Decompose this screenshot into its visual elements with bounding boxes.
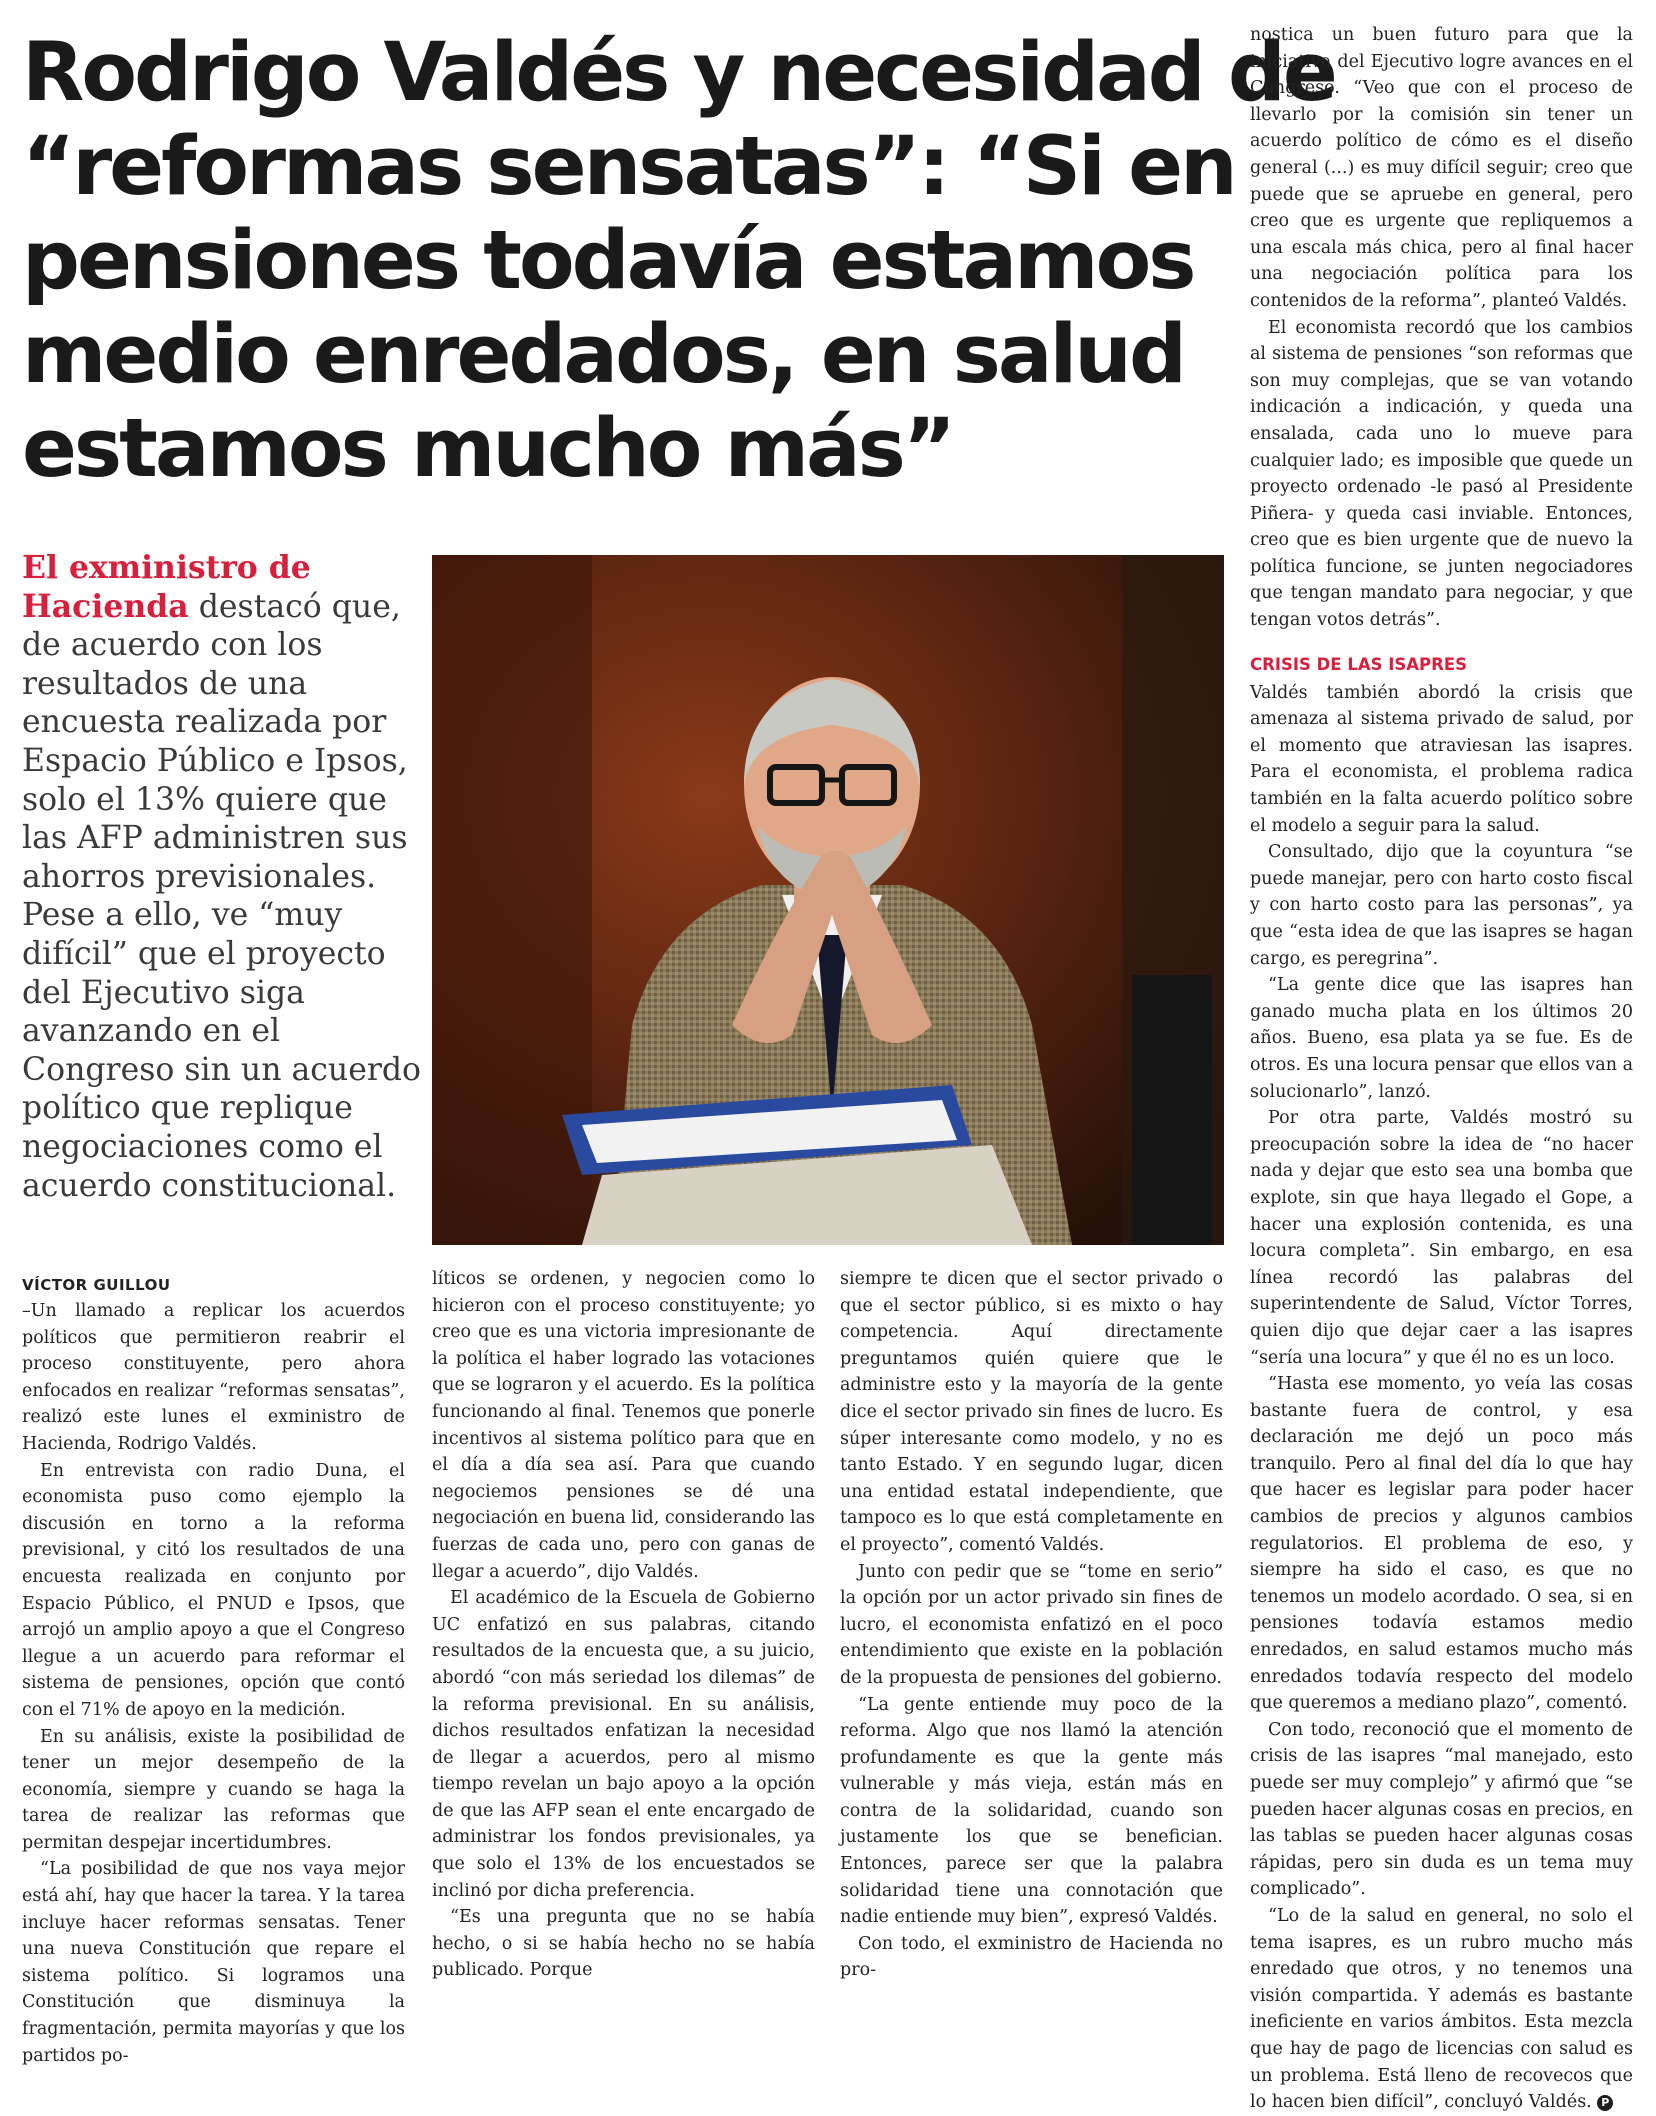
body-paragraph: El académico de la Escuela de Gobierno UC enfatizó en sus palabras, citando resultados de la encuesta que, a su juicio, abordó “con más seriedad los dilemas” de la reforma previsional. En su análisis, dichos resultados enfatizan la necesidad de llegar a acuerdos, pero al mismo tiempo revelan un bajo apoyo a la opción de que las AFP sean el ente encargado de administrar los fondos previsionales, ya que solo el 13% de los encuestados se inclinó por dicha preferencia. [432, 1588, 815, 1901]
portrait-photo [432, 555, 1224, 1245]
body-paragraph: “La posibilidad de que nos vaya mejor está ahí, hay que hacer la tarea. Y la tarea incluye hacer reformas sensatas. Tener una nueva Constitución que repare el sistema político. Si logramos una Constitución que disminuya la fragmentación, permita mayorías y que los partidos po- [22, 1859, 405, 2066]
lead-highlight: Hacienda [22, 587, 189, 625]
body-paragraph: líticos se ordenen, y negocien como lo hicieron con el proceso constituyente; yo creo que es una victoria impresionante de la política el haber logrado las votaciones que se lograron y el acuerdo. Es la política funcionando al final. Tenemos que ponerle incentivos al sistema político para que en el día a día sea así. Para que cuando negociemos pensiones se dé una negociación en buena lid, considerando las fuerzas de cada uno, pero con ganas de llegar a acuerdo”, dijo Valdés. [432, 1269, 815, 1582]
body-paragraph: “Hasta ese momento, yo veía las cosas bastante fuera de control, y esa declaración me dejó un poco más tranquilo. Pero al final del día lo que hay que hacer es legislar para poder hacer cambios de precios y algunos cambios regulatorios. El problema de eso, y siempre ha sido el caso, es que no tenemos un modelo acordado. O sea, si en pensiones todavía estamos medio enredados, en salud estamos mucho más enredados todavía respecto del modelo que queremos a mediano plazo”, comentó. [1250, 1374, 1633, 1714]
body-paragraph: En su análisis, existe la posibilidad de tener un mejor desempeño de la economía, siempre y cuando se haga la tarea de realizar las reformas que permitan despejar incertidumbres. [22, 1726, 405, 1853]
body-paragraph: Con todo, el exministro de Hacienda no pro- [840, 1933, 1223, 1981]
byline: VÍCTOR GUILLOU [22, 1276, 171, 1294]
body-column-2 [432, 1266, 815, 1984]
headline-line: medio enredados, en salud [22, 308, 1184, 402]
body-column-1 [22, 1272, 405, 2069]
lead-line: del Ejecutivo siga [22, 974, 305, 1011]
body-column-3 [840, 1266, 1223, 1984]
lead-line: político que replique [22, 1090, 353, 1127]
body-paragraph: –Un llamado a replicar los acuerdos políticos que permitieron reabrir el proceso constituyente, pero ahora enfocados en realizar “reformas sensatas”, realizó este lunes el exministro de Hacienda, Rodrigo Valdés. [22, 1301, 405, 1454]
body-paragraph: “La gente entiende muy poco de la reforma. Algo que nos llamó la atención profundamente es que la gente más vulnerable y más vieja, están más en contra de la solidaridad, cuando son justamente los que se benefician. Entonces, parece ser que la palabra solidaridad tiene una connotación que nadie entiende muy bien”, expresó Valdés. [840, 1694, 1223, 1928]
body-paragraph [1250, 1903, 1633, 2116]
lead-paragraph [22, 549, 422, 1205]
body-paragraph: Junto con pedir que se “tome en serio” la opción por un actor privado sin fines de lucro, el economista enfatizó en el poco entendimiento que existe en la población de la propuesta de pensiones del gobierno. [840, 1561, 1223, 1688]
lead-line: resultados de una [22, 665, 308, 702]
lead-line: avanzando en el [22, 1013, 281, 1050]
lead-line: negociaciones como el [22, 1128, 383, 1165]
lead-line: Congreso sin un acuerdo [22, 1051, 422, 1088]
headline-line: estamos mucho más” [22, 402, 954, 496]
body-paragraph: “Es una pregunta que no se había hecho, o si se había hecho no se había publicado. Porque [432, 1907, 815, 1981]
body-paragraph: “La gente dice que las isapres han ganado mucha plata en los últimos 20 años. Bueno, esa plata ya se fue. Es de otros. Es una locura pensar que ellos van a solucionarlo”, lanzó. [1250, 975, 1633, 1102]
body-paragraph: Con todo, reconoció que el momento de crisis de las isapres “mal manejado, esto puede ser muy complejo” y afirmó que “se pueden hacer algunas cosas en precios, en las tablas se pueden hacer algunas cosas rápidas, pero sin duda es un tema muy complicado”. [1250, 1719, 1633, 1900]
portrait-illustration [432, 555, 1224, 1245]
lead-line: acuerdo constitucional. [22, 1167, 397, 1204]
lead-highlight: El exministro de [22, 549, 311, 586]
body-paragraph: Valdés también abordó la crisis que amenaza al sistema privado de salud, por el momento que atraviesan las isapres. Para el economista, el problema radica también en la falta acuerdo político sobre el modelo a seguir para la salud. [1250, 682, 1633, 836]
body-paragraph: Consultado, dijo que la coyuntura “se puede manejar, pero con harto costo fiscal y con harto costo para las personas”, ya que “esta idea de que las isapres se hagan cargo, es peregrina”. [1250, 842, 1633, 969]
lead-line-text: destacó que, [198, 588, 401, 625]
lead-line: Espacio Público e Ipsos, [22, 742, 408, 779]
lead-line: de acuerdo con los [22, 627, 323, 664]
body-paragraph: nostica un buen futuro para que la iniciativa del Ejecutivo logre avances en el Congreso. “Veo que con el proceso de llevarlo por la comisión sin tener un acuerdo político de cómo es el diseño general (...) es muy difícil seguir; creo que puede que se apruebe en general, pero creo que es urgente que repliquemos a una escala más chica, pero al final hacer una negociación política para los contenidos de la reforma”, planteó Valdés. [1250, 25, 1633, 311]
last-paragraph-text: “Lo de la salud en general, no solo el tema isapres, es un rubro mucho más enredado que otros, y no tenemos una visión compartida. Y además es bastante ineficiente en varios ámbitos. Esta mezcla que hay de pago de licencias con salud es un problema. Está lleno de recovecos que lo hacen bien difícil”, concluyó Valdés. [1250, 1905, 1633, 2113]
section-subhead: CRISIS DE LAS ISAPRES [1250, 654, 1467, 674]
lead-line [22, 588, 422, 627]
lead-line: las AFP administren sus [22, 820, 408, 857]
lead-line: solo el 13% quiere que [22, 781, 387, 818]
lead-line: Pese a ello, ve “muy [22, 897, 343, 934]
headline [22, 26, 1335, 496]
lead-line: difícil” que el proyecto [22, 935, 386, 972]
headline-line: pensiones todavía estamos [22, 214, 1194, 308]
body-column-4 [1250, 22, 1633, 2116]
lead-line: ahorros previsionales. [22, 858, 377, 895]
body-paragraph: siempre te dicen que el sector privado o que el sector público, si es mixto o hay competencia. Aquí directamente preguntamos quién quiere que le administre esto y la mayoría de la gente dice el sector privado sin fines de lucro. Es súper interesante como modelo, y no es tanto Estado. Y en segundo lugar, dicen una entidad estatal independiente, que tampoco es lo que está completamente en el proyecto”, comentó Valdés. [840, 1269, 1223, 1555]
body-paragraph: El economista recordó que los cambios al sistema de pensiones “son reformas que son muy complejas, que se van votando indicación a indicación, y queda una ensalada, cada uno lo mueve para cualquier lado; es imposible que quede un proyecto ordenado -le pasó al Presidente Piñera- y queda casi inviable. Entonces, creo que es bien urgente que de nuevo la política funcione, se junten negociadores que tengan mandato para negociar, y que tengan votos detrás”. [1250, 317, 1633, 631]
headline-line: Rodrigo Valdés y necesidad de [22, 26, 1335, 120]
end-mark-icon: P [1597, 2095, 1613, 2111]
lead-line: encuesta realizada por [22, 704, 387, 741]
headline-line: “reformas sensatas”: “Si en [22, 120, 1235, 214]
body-paragraph: En entrevista con radio Duna, el economista puso como ejemplo la discusión en torno a la reforma previsional, y citó los resultados de una encuesta realizada en conjunto por Espacio Público, el PNUD e Ipsos, que arrojó un amplio apoyo a que el Congreso llegue a un acuerdo para reformar el sistema de pensiones, opción que contó con el 71% de apoyo en la medición. [22, 1460, 405, 1720]
body-paragraph: Por otra parte, Valdés mostró su preocupación sobre la idea de “no hacer nada y dejar que esto sea una bomba que explote, sin que haya llegado el Gope, a hacer una explosión contenida, es una locura completa”. Sin embargo, en esa línea recordó las palabras del superintendente de Salud, Víctor Torres, quien dijo que dejar caer a las isapres “sería una locura” y que él no es un loco. [1250, 1108, 1633, 1368]
